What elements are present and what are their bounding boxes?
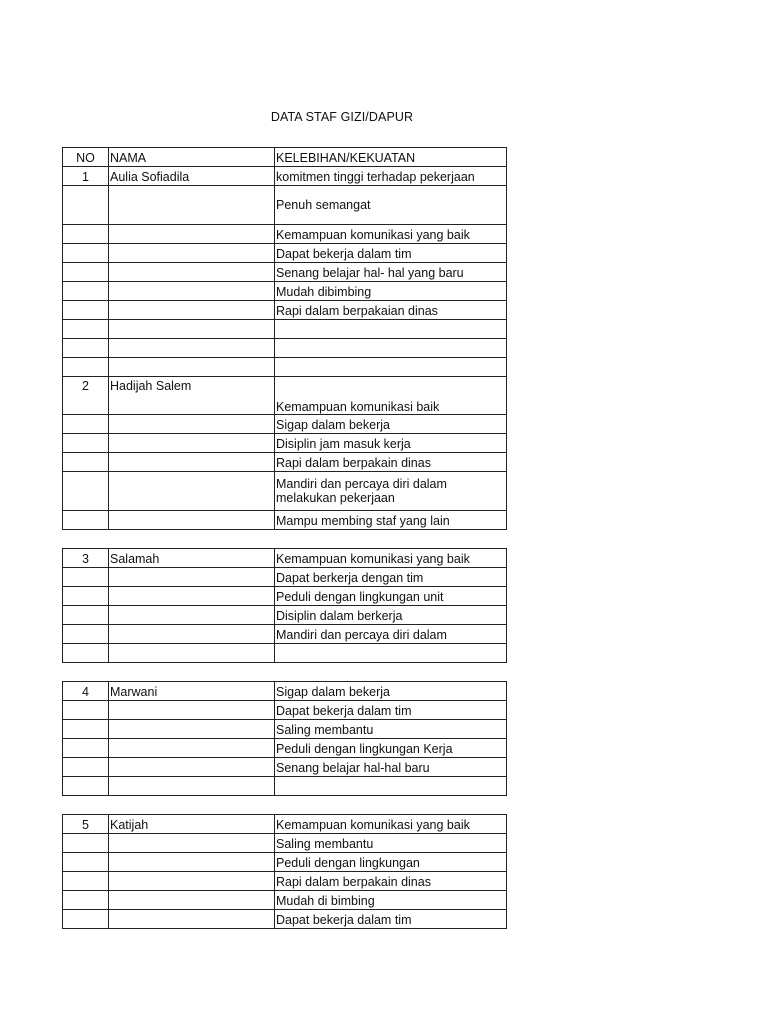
table-row [63,244,507,263]
table-row [63,358,507,377]
header-nama: NAMA [109,148,275,167]
document-title: DATA STAF GIZI/DAPUR [270,110,414,124]
cell-kelebihan: Peduli dengan lingkungan Kerja [275,739,507,758]
cell-no [63,415,109,434]
cell-kelebihan: Disiplin jam masuk kerja [275,434,507,453]
cell-kelebihan: Mudah di bimbing [275,891,507,910]
cell-kelebihan: Mudah dibimbing [275,282,507,301]
table-row [63,720,507,739]
cell-nama [109,910,275,929]
table-row [63,472,507,511]
cell-nama [109,301,275,320]
cell-no [63,834,109,853]
cell-nama [109,758,275,777]
cell-kelebihan: Peduli dengan lingkungan [275,853,507,872]
cell-nama: Hadijah Salem [109,377,275,415]
cell-no [63,739,109,758]
cell-kelebihan: Saling membantu [275,834,507,853]
cell-nama [109,339,275,358]
table-row [63,891,507,910]
table-row [63,167,507,186]
table-row [63,339,507,358]
cell-kelebihan: Disiplin dalam berkerja [275,606,507,625]
cell-no [63,472,109,511]
cell-nama [109,282,275,301]
table-row [63,434,507,453]
cell-no [63,186,109,225]
cell-nama [109,415,275,434]
table-row [63,320,507,339]
table-row [63,701,507,720]
cell-no: 2 [63,377,109,415]
cell-no [63,453,109,472]
table-header-row [63,148,507,167]
header-kelebihan: KELEBIHAN/KEKUATAN [275,148,507,167]
table-row [63,453,507,472]
cell-nama [109,434,275,453]
cell-nama [109,263,275,282]
cell-nama [109,587,275,606]
cell-kelebihan: Dapat bekerja dalam tim [275,244,507,263]
table-row [63,377,507,415]
cell-kelebihan: Rapi dalam berpakain dinas [275,453,507,472]
table-row [63,815,507,834]
cell-no [63,263,109,282]
cell-kelebihan: Mampu membing staf yang lain [275,511,507,530]
cell-no [63,225,109,244]
cell-nama [109,625,275,644]
cell-no [63,244,109,263]
cell-no [63,663,109,682]
table-row [63,415,507,434]
cell-no [63,777,109,796]
cell-no [63,434,109,453]
cell-kelebihan [275,663,507,682]
cell-nama: Aulia Sofiadila [109,167,275,186]
cell-nama [109,891,275,910]
cell-no: 3 [63,549,109,568]
table-row [63,606,507,625]
cell-no [63,511,109,530]
cell-nama [109,186,275,225]
cell-kelebihan: Kemampuan komunikasi baik [275,377,507,415]
cell-no [63,720,109,739]
cell-no [63,606,109,625]
cell-kelebihan: Sigap dalam bekerja [275,415,507,434]
cell-no [63,339,109,358]
cell-kelebihan: Dapat bekerja dalam tim [275,910,507,929]
cell-nama [109,244,275,263]
cell-kelebihan: komitmen tinggi terhadap pekerjaan [275,167,507,186]
cell-kelebihan [275,644,507,663]
cell-kelebihan: Saling membantu [275,720,507,739]
table-row [63,758,507,777]
cell-kelebihan [275,530,507,549]
table-row [63,625,507,644]
cell-nama [109,853,275,872]
table-row [63,282,507,301]
cell-nama [109,472,275,511]
cell-kelebihan: Kemampuan komunikasi yang baik [275,225,507,244]
cell-no [63,530,109,549]
cell-nama [109,511,275,530]
cell-kelebihan: Senang belajar hal-hal baru [275,758,507,777]
cell-no: 4 [63,682,109,701]
cell-no [63,320,109,339]
table-row [63,186,507,225]
cell-kelebihan: Sigap dalam bekerja [275,682,507,701]
cell-kelebihan: Rapi dalam berpakaian dinas [275,301,507,320]
cell-kelebihan [275,339,507,358]
cell-nama [109,720,275,739]
table-row [63,834,507,853]
cell-no: 5 [63,815,109,834]
cell-no [63,282,109,301]
cell-nama [109,320,275,339]
cell-kelebihan: Mandiri dan percaya diri dalam [275,625,507,644]
table-row [63,910,507,929]
table-row [63,301,507,320]
cell-nama [109,663,275,682]
cell-kelebihan: Kemampuan komunikasi yang baik [275,549,507,568]
cell-nama: Marwani [109,682,275,701]
cell-no [63,644,109,663]
cell-nama [109,358,275,377]
cell-nama [109,777,275,796]
cell-no [63,301,109,320]
cell-kelebihan: Penuh semangat [275,186,507,225]
table-row [63,225,507,244]
cell-nama [109,568,275,587]
cell-nama [109,644,275,663]
table-row [63,644,507,663]
table-row [63,568,507,587]
cell-kelebihan: Rapi dalam berpakain dinas [275,872,507,891]
cell-nama [109,872,275,891]
cell-nama: Katijah [109,815,275,834]
cell-no [63,796,109,815]
cell-no [63,758,109,777]
cell-kelebihan: Peduli dengan lingkungan unit [275,587,507,606]
table-row [63,587,507,606]
cell-kelebihan: Mandiri dan percaya diri dalam melakukan pekerjaan [275,472,507,511]
cell-nama: Salamah [109,549,275,568]
cell-no [63,358,109,377]
cell-kelebihan [275,796,507,815]
cell-no [63,587,109,606]
cell-nama [109,701,275,720]
cell-kelebihan: Dapat bekerja dalam tim [275,701,507,720]
cell-nama [109,739,275,758]
staff-table [62,147,507,929]
table-row [63,853,507,872]
cell-no [63,701,109,720]
cell-kelebihan: Dapat berkerja dengan tim [275,568,507,587]
cell-no [63,853,109,872]
table-row [63,872,507,891]
table-row [63,511,507,530]
table-row [63,263,507,282]
cell-no [63,625,109,644]
cell-nama [109,796,275,815]
cell-no: 1 [63,167,109,186]
cell-no [63,891,109,910]
table-row [63,530,507,549]
table-row [63,777,507,796]
table-row [63,739,507,758]
header-no: NO [63,148,109,167]
cell-no [63,872,109,891]
table-row [63,682,507,701]
cell-kelebihan [275,358,507,377]
table-row [63,663,507,682]
cell-kelebihan: Kemampuan komunikasi yang baik [275,815,507,834]
table-row [63,549,507,568]
cell-nama [109,834,275,853]
cell-kelebihan [275,777,507,796]
cell-nama [109,606,275,625]
cell-nama [109,453,275,472]
cell-kelebihan [275,320,507,339]
cell-kelebihan: Senang belajar hal- hal yang baru [275,263,507,282]
cell-nama [109,530,275,549]
cell-no [63,568,109,587]
cell-no [63,910,109,929]
table-row [63,796,507,815]
cell-nama [109,225,275,244]
